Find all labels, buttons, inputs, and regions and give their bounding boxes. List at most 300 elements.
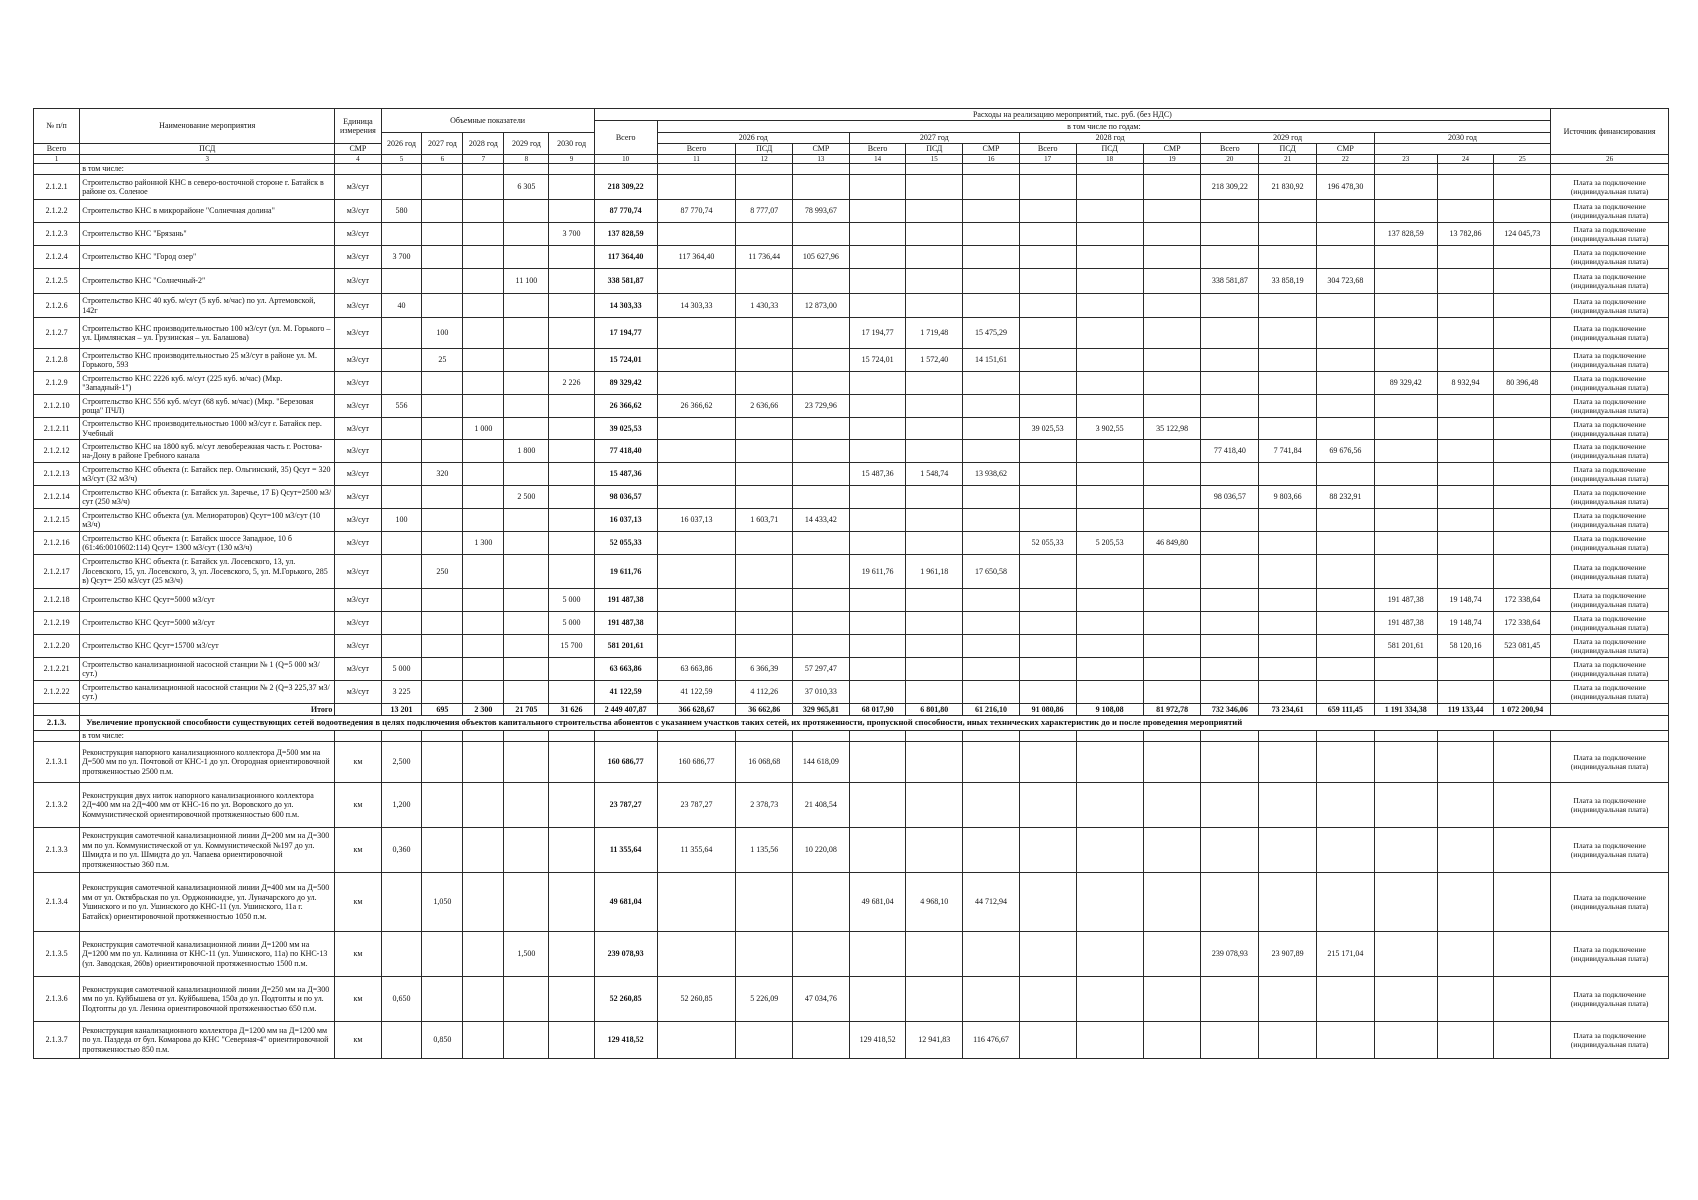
expense-value xyxy=(1143,349,1201,372)
expense-value xyxy=(736,269,793,294)
expense-value xyxy=(1259,294,1317,318)
expense-value xyxy=(1143,200,1201,223)
expense-value xyxy=(1201,372,1259,395)
expense-value xyxy=(1259,635,1317,658)
column-index: 25 xyxy=(1494,155,1551,164)
expense-value xyxy=(1143,175,1201,200)
expense-value xyxy=(1374,555,1437,589)
expense-value xyxy=(1143,635,1201,658)
expense-value xyxy=(963,589,1020,612)
expense-value xyxy=(736,932,793,977)
expense-value xyxy=(657,418,736,440)
measure-name: Строительство КНС 40 куб. м/сут (5 куб. м/час) по ул. Артемовской, 142г xyxy=(80,294,335,318)
empty-cell xyxy=(1076,731,1143,742)
table-row xyxy=(34,742,1669,783)
volume-value xyxy=(381,612,422,635)
table-row xyxy=(34,175,1669,200)
table-row xyxy=(34,1022,1669,1059)
expense-value: 1 135,56 xyxy=(736,828,793,873)
volume-value xyxy=(504,509,549,532)
expense-value xyxy=(1494,200,1551,223)
empty-cell xyxy=(1201,731,1259,742)
expense-value: 172 338,64 xyxy=(1494,589,1551,612)
expense-value: 215 171,04 xyxy=(1316,932,1374,977)
header-expense-subcolumn: СМР xyxy=(335,144,381,155)
expense-value xyxy=(793,486,850,509)
expense-value xyxy=(1201,977,1259,1022)
expense-value xyxy=(849,532,906,555)
volume-value xyxy=(504,372,549,395)
volume-value: 580 xyxy=(381,200,422,223)
volume-value: 1 300 xyxy=(463,532,504,555)
expense-value xyxy=(1259,463,1317,486)
column-index: 19 xyxy=(1143,155,1201,164)
table-row xyxy=(34,612,1669,635)
volume-value xyxy=(422,372,463,395)
expense-value xyxy=(1494,486,1551,509)
expense-value xyxy=(906,269,963,294)
funding-source: Плата за подключение (индивидуальная плата) xyxy=(1551,783,1669,828)
unit: км xyxy=(335,977,381,1022)
row-number: 2.1.3.3 xyxy=(34,828,80,873)
volume-value: 0,850 xyxy=(422,1022,463,1059)
total-row xyxy=(34,704,1669,716)
unit: м3/сут xyxy=(335,658,381,681)
expense-value xyxy=(736,440,793,463)
expense-value: 47 034,76 xyxy=(793,977,850,1022)
volume-value xyxy=(422,635,463,658)
volume-value: 11 100 xyxy=(504,269,549,294)
expense-value xyxy=(906,532,963,555)
expense-value xyxy=(1374,681,1437,704)
expense-value xyxy=(1259,555,1317,589)
expense-value xyxy=(906,246,963,269)
expense-value xyxy=(1437,873,1494,932)
total-cost: 581 201,61 xyxy=(594,635,657,658)
subheader-label: в том числе: xyxy=(80,731,335,742)
total-volume: 13 201 xyxy=(381,704,422,716)
measure-name: Строительство КНС на 1800 куб. м/сут левобережная часть г. Ростова-на-Дону в районе Гребного канала xyxy=(80,440,335,463)
expense-value xyxy=(849,294,906,318)
expense-value xyxy=(1316,509,1374,532)
expense-value xyxy=(1316,828,1374,873)
expense-value xyxy=(1143,932,1201,977)
volume-value xyxy=(463,612,504,635)
expense-value xyxy=(793,175,850,200)
volume-value xyxy=(504,200,549,223)
expense-value xyxy=(906,658,963,681)
expense-value: 15 475,29 xyxy=(963,318,1020,349)
volume-value xyxy=(463,555,504,589)
empty-cell xyxy=(504,731,549,742)
expense-value xyxy=(1076,783,1143,828)
row-number: 2.1.2.13 xyxy=(34,463,80,486)
measure-name: Строительство КНС Qсут=15700 м3/сут xyxy=(80,635,335,658)
empty-cell xyxy=(1374,164,1437,175)
expense-value: 3 902,55 xyxy=(1076,418,1143,440)
table-body xyxy=(34,155,1669,1059)
expense-value xyxy=(1494,1022,1551,1059)
expense-value xyxy=(1019,223,1076,246)
volume-value: 3 225 xyxy=(381,681,422,704)
empty-cell xyxy=(1374,731,1437,742)
expense-value xyxy=(1437,269,1494,294)
expense-value xyxy=(1076,681,1143,704)
volume-value xyxy=(549,246,594,269)
empty-cell xyxy=(963,164,1020,175)
expense-value xyxy=(906,977,963,1022)
expense-value xyxy=(1259,681,1317,704)
empty-cell xyxy=(422,164,463,175)
volume-value: 1 000 xyxy=(463,418,504,440)
volume-value: 5 000 xyxy=(549,612,594,635)
volume-value xyxy=(549,977,594,1022)
total-cost: 52 260,85 xyxy=(594,977,657,1022)
grand-total: 2 449 407,87 xyxy=(594,704,657,716)
expense-value xyxy=(1259,589,1317,612)
expense-value: 1 603,71 xyxy=(736,509,793,532)
expense-value xyxy=(1143,612,1201,635)
funding-source: Плата за подключение (индивидуальная плата) xyxy=(1551,463,1669,486)
expense-value xyxy=(736,349,793,372)
funding-source: Плата за подключение (индивидуальная плата) xyxy=(1551,532,1669,555)
expense-value: 46 849,80 xyxy=(1143,532,1201,555)
expense-value xyxy=(906,612,963,635)
expense-value xyxy=(1316,246,1374,269)
expense-value xyxy=(1437,658,1494,681)
expense-value xyxy=(1494,175,1551,200)
expense-value xyxy=(657,269,736,294)
volume-value xyxy=(463,269,504,294)
volume-value xyxy=(504,246,549,269)
expense-value xyxy=(1316,873,1374,932)
volume-value xyxy=(504,318,549,349)
header-source: Источник финансирования xyxy=(1551,109,1669,155)
volume-value: 2,500 xyxy=(381,742,422,783)
expense-value xyxy=(1259,509,1317,532)
empty-cell xyxy=(381,164,422,175)
expense-value xyxy=(657,873,736,932)
volume-value xyxy=(381,349,422,372)
unit: м3/сут xyxy=(335,395,381,418)
expense-value xyxy=(1076,658,1143,681)
expense-value xyxy=(1143,486,1201,509)
table-row xyxy=(34,828,1669,873)
expense-value: 15 487,36 xyxy=(849,463,906,486)
total-cost: 39 025,53 xyxy=(594,418,657,440)
measure-name: Строительство КНС 2226 куб. м/сут (225 куб. м/час) (Мкр. "Западный-1") xyxy=(80,372,335,395)
expense-value xyxy=(1259,395,1317,418)
expense-value xyxy=(906,395,963,418)
unit: м3/сут xyxy=(335,681,381,704)
measure-name: Строительство КНС "Брязань" xyxy=(80,223,335,246)
expense-value xyxy=(1437,246,1494,269)
expense-value: 57 297,47 xyxy=(793,658,850,681)
header-expenses: Расходы на реализацию мероприятий, тыс. руб. (без НДС) xyxy=(594,109,1551,121)
empty-cell xyxy=(1316,164,1374,175)
expense-value xyxy=(793,555,850,589)
total-cost: 117 364,40 xyxy=(594,246,657,269)
header-expense-year: 2030 год xyxy=(1374,133,1551,144)
volume-value xyxy=(463,200,504,223)
expense-value xyxy=(1076,828,1143,873)
empty-cell xyxy=(549,731,594,742)
expense-value xyxy=(1494,246,1551,269)
volume-value xyxy=(504,555,549,589)
expense-value: 10 220,08 xyxy=(793,828,850,873)
row-number: 2.1.2.7 xyxy=(34,318,80,349)
expense-value xyxy=(736,555,793,589)
volume-value xyxy=(463,463,504,486)
volume-value xyxy=(504,658,549,681)
unit: м3/сут xyxy=(335,223,381,246)
funding-source: Плата за подключение (индивидуальная плата) xyxy=(1551,349,1669,372)
volume-value xyxy=(504,418,549,440)
volume-value xyxy=(422,395,463,418)
expense-value: 23 729,96 xyxy=(793,395,850,418)
expense-value xyxy=(963,372,1020,395)
total-cost: 129 418,52 xyxy=(594,1022,657,1059)
empty-cell xyxy=(1316,731,1374,742)
column-index: 17 xyxy=(1019,155,1076,164)
empty-cell xyxy=(793,164,850,175)
expense-value xyxy=(1374,742,1437,783)
volume-value xyxy=(422,612,463,635)
volume-value: 2 500 xyxy=(504,486,549,509)
measure-name: Строительство КНС производительностью 25 м3/сут в районе ул. М. Горького, 593 xyxy=(80,349,335,372)
volume-value xyxy=(504,395,549,418)
column-index: 14 xyxy=(849,155,906,164)
expense-value xyxy=(1259,873,1317,932)
volume-value xyxy=(463,509,504,532)
expense-value xyxy=(1316,395,1374,418)
expense-value xyxy=(1019,589,1076,612)
funding-source: Плата за подключение (индивидуальная плата) xyxy=(1551,555,1669,589)
expense-value xyxy=(657,555,736,589)
subheader-label: в том числе: xyxy=(80,164,335,175)
empty-cell xyxy=(1551,704,1669,716)
volume-value: 2 226 xyxy=(549,372,594,395)
row-number: 2.1.2.17 xyxy=(34,555,80,589)
expense-value xyxy=(963,223,1020,246)
expense-value xyxy=(1076,589,1143,612)
expense-value xyxy=(1437,440,1494,463)
expense-value xyxy=(1076,440,1143,463)
header-expense-year: 2028 год xyxy=(1019,133,1201,144)
volume-value: 15 700 xyxy=(549,635,594,658)
column-index: 22 xyxy=(1316,155,1374,164)
header-volume-year: 2030 год xyxy=(549,133,594,155)
measure-name: Строительство КНС объекта (г. Батайск шоссе Западное, 10 б (61:46:0010602:114) Qсут= 1300 м3/сут (130 м3/ч) xyxy=(80,532,335,555)
expense-value xyxy=(1076,977,1143,1022)
header-volume-year: 2028 год xyxy=(463,133,504,155)
expense-value xyxy=(849,783,906,828)
total-cost: 160 686,77 xyxy=(594,742,657,783)
expense-value xyxy=(1316,555,1374,589)
empty-cell xyxy=(736,731,793,742)
expense-value: 12 873,00 xyxy=(793,294,850,318)
table-row xyxy=(34,318,1669,349)
expense-value xyxy=(963,294,1020,318)
volume-value xyxy=(381,873,422,932)
expense-value xyxy=(906,175,963,200)
row-number: 2.1.2.4 xyxy=(34,246,80,269)
expense-value xyxy=(849,658,906,681)
total-expense: 659 111,45 xyxy=(1316,704,1374,716)
expense-value xyxy=(736,223,793,246)
row-number: 2.1.3.5 xyxy=(34,932,80,977)
expense-value: 52 260,85 xyxy=(657,977,736,1022)
expense-value xyxy=(657,589,736,612)
expense-value xyxy=(963,681,1020,704)
total-cost: 26 366,62 xyxy=(594,395,657,418)
volume-value: 5 000 xyxy=(381,658,422,681)
expense-value xyxy=(1019,486,1076,509)
expense-value: 8 777,07 xyxy=(736,200,793,223)
expense-value xyxy=(1201,681,1259,704)
expense-value: 2 378,73 xyxy=(736,783,793,828)
expense-value: 78 993,67 xyxy=(793,200,850,223)
expense-value xyxy=(963,635,1020,658)
expense-value xyxy=(1076,269,1143,294)
expense-value xyxy=(1374,658,1437,681)
expense-value xyxy=(657,223,736,246)
expense-value xyxy=(1494,440,1551,463)
measure-name: Строительство КНС производительностью 1000 м3/сут г. Батайск пер. Учебный xyxy=(80,418,335,440)
empty-cell xyxy=(1494,164,1551,175)
expense-value xyxy=(736,1022,793,1059)
table-row xyxy=(34,463,1669,486)
volume-value xyxy=(381,1022,422,1059)
expense-value xyxy=(1316,977,1374,1022)
section-title: Увеличение пропускной способности существующих сетей водоотведения в целях подключения объектов капитального строительства абонентов с указанием участков таких сетей, их протяженности, пропускной способности, иных технических характеристик до и после проведения мероприятий xyxy=(80,716,1669,731)
total-cost: 16 037,13 xyxy=(594,509,657,532)
volume-value xyxy=(463,223,504,246)
expense-value: 88 232,91 xyxy=(1316,486,1374,509)
expense-value: 124 045,73 xyxy=(1494,223,1551,246)
expense-value: 1 548,74 xyxy=(906,463,963,486)
expense-value xyxy=(1437,828,1494,873)
expense-value xyxy=(963,932,1020,977)
funding-source: Плата за подключение (индивидуальная плата) xyxy=(1551,372,1669,395)
volume-value xyxy=(381,223,422,246)
total-cost: 338 581,87 xyxy=(594,269,657,294)
expense-value xyxy=(1437,977,1494,1022)
volume-value xyxy=(463,658,504,681)
header-expense-subcolumn: ПСД xyxy=(1259,144,1317,155)
expense-value xyxy=(1259,200,1317,223)
header-volume-year: 2027 год xyxy=(422,133,463,155)
volume-value xyxy=(422,269,463,294)
expense-value xyxy=(1076,463,1143,486)
empty-cell xyxy=(906,164,963,175)
unit: м3/сут xyxy=(335,200,381,223)
expense-value: 137 828,59 xyxy=(1374,223,1437,246)
expense-value xyxy=(1437,395,1494,418)
expense-value xyxy=(1316,318,1374,349)
expense-value xyxy=(1316,223,1374,246)
volume-value xyxy=(549,200,594,223)
expense-value xyxy=(1494,828,1551,873)
expense-value: 87 770,74 xyxy=(657,200,736,223)
measure-name: Реконструкция самотечной канализационной линии Д=200 мм на Д=300 мм по ул. Коммунистической от ул. Коммунистической №197 до ул. Шмидта и по ул. Шмидта до ул. Чапаева ориентировочной протяженностью 360 п.м. xyxy=(80,828,335,873)
expense-value xyxy=(1316,463,1374,486)
volume-value xyxy=(422,681,463,704)
header-name: Наименование мероприятия xyxy=(80,109,335,144)
expense-value xyxy=(1437,1022,1494,1059)
expense-value xyxy=(1019,932,1076,977)
expense-value xyxy=(1374,440,1437,463)
row-number: 2.1.3.6 xyxy=(34,977,80,1022)
expense-value xyxy=(1019,828,1076,873)
expense-value xyxy=(736,318,793,349)
empty-cell xyxy=(422,731,463,742)
column-index: 21 xyxy=(1259,155,1317,164)
expense-value xyxy=(1201,742,1259,783)
measure-name: Строительство КНС объекта (г. Батайск ул. Лосевского, 13, ул. Лосевского, 15, ул. Лосевского, 3, ул. Лосевского, 5, ул. М.Горького, 285 в) Qсут= 250 м3/сут (25 м3/ч) xyxy=(80,555,335,589)
expense-value xyxy=(849,977,906,1022)
expense-value xyxy=(657,1022,736,1059)
expense-value xyxy=(1143,223,1201,246)
expense-value xyxy=(1019,175,1076,200)
column-index: 12 xyxy=(736,155,793,164)
volume-value xyxy=(549,463,594,486)
expense-value: 33 858,19 xyxy=(1259,269,1317,294)
expense-value: 49 681,04 xyxy=(849,873,906,932)
expense-value xyxy=(1494,932,1551,977)
expense-value xyxy=(1019,509,1076,532)
expense-value xyxy=(793,463,850,486)
expense-value xyxy=(906,932,963,977)
expense-value xyxy=(849,486,906,509)
expense-value: 1 572,40 xyxy=(906,349,963,372)
measure-name: Реконструкция канализационного коллектора Д=1200 мм на Д=1200 мм по ул. Паздеда от бул. Комарова до КНС "Северная-4" ориентировочной протяженностью 850 п.м. xyxy=(80,1022,335,1059)
expense-value xyxy=(849,742,906,783)
expense-value xyxy=(1019,742,1076,783)
expense-value xyxy=(1316,294,1374,318)
column-index: 20 xyxy=(1201,155,1259,164)
expense-value xyxy=(1143,269,1201,294)
volume-value xyxy=(463,349,504,372)
volume-value xyxy=(463,486,504,509)
total-expense: 329 965,81 xyxy=(793,704,850,716)
expense-value xyxy=(793,349,850,372)
empty-cell xyxy=(1143,731,1201,742)
investment-program-table-sheet xyxy=(33,108,1669,1059)
volume-value xyxy=(549,318,594,349)
expense-value xyxy=(1494,509,1551,532)
empty-cell xyxy=(657,731,736,742)
expense-value xyxy=(1143,294,1201,318)
volume-value xyxy=(381,175,422,200)
total-volume: 2 300 xyxy=(463,704,504,716)
table-row xyxy=(34,223,1669,246)
table-row xyxy=(34,246,1669,269)
header-volume-year: 2029 год xyxy=(504,133,549,155)
volume-value xyxy=(504,742,549,783)
header-expense-subcolumn: ПСД xyxy=(736,144,793,155)
total-expense: 61 216,10 xyxy=(963,704,1020,716)
row-number: 2.1.2.12 xyxy=(34,440,80,463)
expense-value xyxy=(1076,223,1143,246)
expense-value xyxy=(1143,463,1201,486)
header-num: № п/п xyxy=(34,109,80,144)
expense-value xyxy=(1494,395,1551,418)
row-number: 2.1.3.7 xyxy=(34,1022,80,1059)
expense-value: 8 932,94 xyxy=(1437,372,1494,395)
expense-value xyxy=(657,612,736,635)
total-cost: 19 611,76 xyxy=(594,555,657,589)
